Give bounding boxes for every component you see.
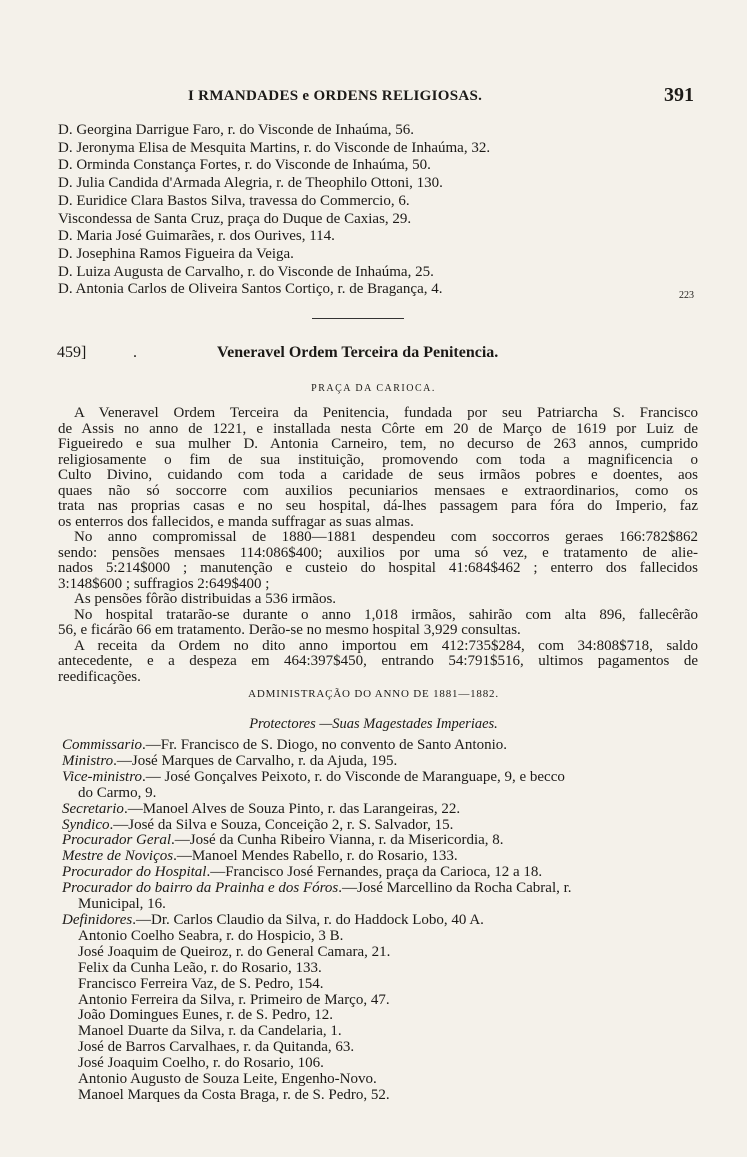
officer-detail: .—Fr. Francisco de S. Diogo, no convento de Santo Antonio.	[142, 737, 508, 753]
text-line: No hospital tratarão-se durante o anno 1,018 irmãos, sahirão com alta 896, fallecêrão	[74, 606, 698, 623]
section-number: 459]	[57, 344, 87, 361]
officer-entry	[62, 802, 702, 818]
definidor-entry: Antonio Ferreira da Silva, r. Primeiro de Março, 47.	[78, 991, 390, 1008]
page-number: 391	[664, 84, 694, 106]
officer-detail: do Carmo, 9.	[78, 784, 157, 801]
text-line: nados 5:214$000 ; manutenção e custeio do hospital 41:684$462 ; enterro dos fallecidos	[58, 560, 698, 576]
officer-entry	[62, 897, 702, 913]
history-paragraph	[58, 406, 698, 685]
definidor-entry: João Domingues Eunes, r. de S. Pedro, 12.	[78, 1007, 333, 1024]
officer-role: Commissario	[62, 737, 143, 753]
definidor-entry: Manoel Duarte da Silva, r. da Candelaria, 1.	[78, 1023, 342, 1040]
text-line: trata nas proprias casas e no seu hospital, dá-lhes passagem para fóra do Imperio, faz	[58, 498, 698, 514]
definidor-entry: Francisco Ferreira Vaz, de S. Pedro, 154.	[78, 975, 324, 992]
text-line: de Assis no anno de 1221, e installada nesta Côrte em 20 de Março de 1619 por Luiz de	[58, 420, 698, 437]
officer-role: Ministro	[62, 752, 114, 769]
marginal-note: 223	[679, 290, 694, 301]
list-item: D. Orminda Constança Fortes, r. do Visconde de Inhaúma, 50.	[58, 157, 431, 174]
list-item: D. Julia Candida d'Armada Alegria, r. de Theophilo Ottoni, 130.	[58, 175, 443, 192]
text-line: religiosamente o fim de sua instituição, promovendo com toda a magnificencia o	[58, 451, 698, 468]
officer-detail: .—José da Cunha Ribeiro Vianna, r. da Misericordia, 8.	[171, 832, 504, 849]
officer-role: Definidores	[62, 911, 133, 928]
text-line: quaes não só soccorre com auxilios pecuniarios mensaes e extraordinarios, como os	[58, 482, 698, 499]
text-line: A Veneravel Ordem Terceira da Penitencia, fundada por seu Patriarcha S. Francisco	[74, 405, 698, 421]
officers-list	[62, 738, 702, 1104]
officer-entry	[62, 754, 702, 770]
text-line: 56, e ficárão 66 em tratamento. Derão-se no mesmo hospital 3,929 consultas.	[58, 622, 521, 638]
list-item: D. Georgina Darrigue Faro, r. do Visconde de Inhaúma, 56.	[58, 122, 414, 138]
section-title: Veneravel Ordem Terceira da Penitencia.	[217, 344, 499, 361]
text-line: No anno compromissal de 1880—1881 despendeu com soccorros geraes 166:782$862	[74, 529, 698, 545]
list-item: D. Euridice Clara Bastos Silva, travessa do Commercio, 6.	[58, 192, 410, 209]
text-line: 3:148$600 ; suffragios 2:649$400 ;	[58, 575, 270, 592]
officer-detail: .—Francisco José Fernandes, praça da Carioca, 12 a 18.	[206, 864, 543, 881]
section-dot: .	[133, 344, 137, 361]
header-title: I RMANDADES e ORDENS RELIGIOSAS.	[188, 88, 483, 104]
text-line: Figueiredo e sua mulher D. Antonia Carneiro, tem, no decurso de 263 annos, cumprido	[58, 436, 698, 452]
text-line: reedificações.	[58, 668, 141, 685]
list-item: D. Josephina Ramos Figueira da Veiga.	[58, 245, 294, 262]
members-list	[58, 122, 698, 299]
definidor-entry: José de Barros Carvalhaes, r. da Quitanda, 63.	[78, 1039, 355, 1056]
officer-entry	[62, 881, 702, 897]
list-item: Viscondessa de Santa Cruz, praça do Duque de Caxias, 29.	[58, 210, 412, 227]
officer-entry	[62, 913, 702, 929]
protectors-line: Protectores —Suas Magestades Imperiaes.	[249, 716, 498, 732]
officer-detail: .—Manoel Alves de Souza Pinto, r. das Larangeiras, 22.	[123, 800, 461, 817]
officer-entry	[62, 818, 702, 834]
definidor-entry: Manoel Marques da Costa Braga, r. de S. Pedro, 52.	[78, 1086, 390, 1103]
officer-entry	[62, 770, 702, 786]
officer-entry	[62, 738, 702, 754]
section-place: PRAÇA DA CARIOCA.	[311, 383, 436, 394]
admin-heading: ADMINISTRAÇÃO DO ANNO DE 1881—1882.	[248, 688, 499, 700]
officer-role: Syndico	[62, 816, 110, 833]
text-line: A receita da Ordem no dito anno importou em 412:735$284, com 34:808$718, saldo	[74, 637, 698, 654]
text-line: antecedente, e a despeza em 464:397$450, entrando 54:791$516, ultimos pagamentos de	[58, 653, 698, 669]
officer-detail: .—Manoel Mendes Rabello, r. do Rosario, 133.	[173, 848, 458, 865]
list-item: D. Jeronyma Elisa de Mesquita Martins, r. do Visconde de Inhaúma, 32.	[58, 139, 491, 156]
officer-role: Vice-ministro	[62, 768, 142, 785]
officer-detail: .—José da Silva e Souza, Conceição 2, r. S. Salvador, 15.	[109, 816, 454, 833]
definidor-entry: José Joaquim Coelho, r. do Rosario, 106.	[78, 1055, 324, 1072]
officer-detail: .—José Marcellino da Rocha Cabral, r.	[338, 880, 572, 897]
text-line: os enterros dos fallecidos, e manda suffragar as suas almas.	[58, 513, 414, 530]
officer-role: Procurador do bairro da Prainha e dos Fóros	[62, 880, 339, 897]
officer-role: Procurador Geral	[62, 832, 172, 849]
section-divider	[312, 318, 404, 319]
text-line: sendo: pensões mensaes 114:086$400; auxilios por uma só vez, e tratamento de alie-	[58, 544, 698, 561]
officer-detail: Municipal, 16.	[78, 896, 166, 913]
list-item: D. Antonia Carlos de Oliveira Santos Cortiço, r. de Bragança, 4.	[58, 281, 443, 298]
officer-role: Secretario	[62, 800, 124, 817]
text-line: Culto Divino, cuidando com toda a caridade de seus irmãos pobres e doentes, aos	[58, 467, 698, 483]
officer-role: Procurador do Hospital	[62, 864, 207, 881]
definidor-entry: Felix da Cunha Leão, r. do Rosario, 133.	[78, 959, 322, 976]
officer-detail: .—Dr. Carlos Claudio da Silva, r. do Haddock Lobo, 40 A.	[132, 911, 484, 928]
officer-detail: .— José Gonçalves Peixoto, r. do Visconde de Maranguape, 9, e becco	[141, 768, 565, 785]
officer-entry	[62, 865, 702, 881]
text-line: As pensões fôrão distribuidas a 536 irmãos.	[74, 591, 337, 607]
officer-entry	[62, 833, 702, 849]
definidor-entry: José Joaquim de Queiroz, r. do General Camara, 21.	[78, 943, 391, 960]
officer-detail: .—José Marques de Carvalho, r. da Ajuda, 195.	[113, 752, 398, 769]
running-header	[0, 84, 747, 114]
list-item: D. Luiza Augusta de Carvalho, r. do Visconde de Inhaúma, 25.	[58, 263, 434, 280]
officer-role: Mestre de Noviços	[62, 848, 174, 865]
definidor-entry: Antonio Coelho Seabra, r. do Hospicio, 3 B.	[78, 927, 344, 944]
definidor-entry: Antonio Augusto de Souza Leite, Engenho-Novo.	[78, 1071, 377, 1088]
list-item: D. Maria José Guimarães, r. dos Ourives, 114.	[58, 228, 335, 245]
officer-entry	[62, 849, 702, 865]
officer-entry	[62, 786, 702, 802]
